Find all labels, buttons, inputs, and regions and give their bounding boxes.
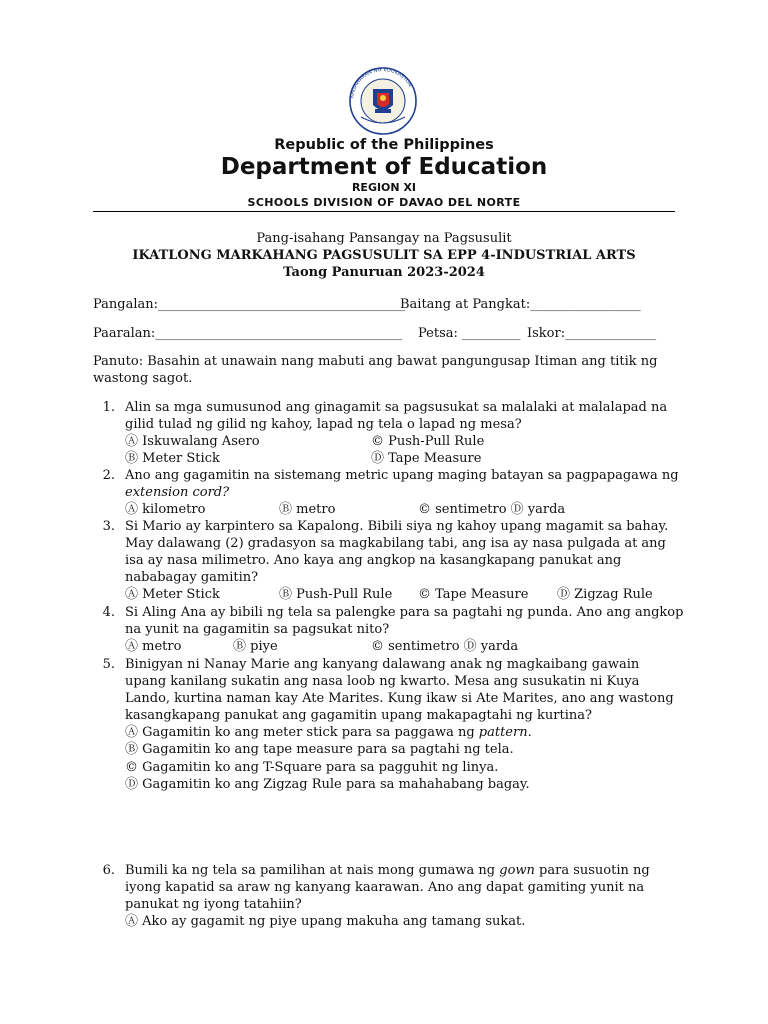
question-text: May dalawang (2) gradasyon sa magkabilang tabi, ang isa ay nasa pulgada at ang <box>125 536 666 551</box>
choice-a[interactable]: Ⓐ Gagamitin ko ang meter stick para sa paggawa ng pattern. <box>125 725 532 740</box>
question-number: 5. <box>102 657 115 672</box>
question-number: 4. <box>102 605 115 620</box>
choice-c-d[interactable]: © sentimetro Ⓓ yarda <box>371 639 519 654</box>
department-heading: Department of Education <box>220 154 548 180</box>
header-divider <box>93 211 675 212</box>
question-text: Si Aling Ana ay bibili ng tela sa palengke para sa pagtahi ng punda. Ano ang angkop <box>125 605 684 620</box>
choice-d[interactable]: Ⓓ Zigzag Rule <box>557 587 653 602</box>
score-field[interactable]: Iskor:______________ <box>527 326 657 341</box>
region-heading: REGION XI <box>351 181 417 194</box>
question-text: gilid tulad ng gilid ng kahoy, lapad ng tela o lapad ng mesa? <box>125 417 522 432</box>
choice-c-d[interactable]: © sentimetro Ⓓ yarda <box>418 502 566 517</box>
choice-a[interactable]: Ⓐ metro <box>125 639 182 654</box>
choice-b[interactable]: Ⓑ metro <box>279 502 336 517</box>
date-field[interactable]: Petsa: _________ <box>418 326 521 341</box>
question-number: 3. <box>102 519 115 534</box>
deped-seal <box>339 67 427 135</box>
question-text: iyong kapatid sa araw ng kanyang kaarawan. Ano ang dapat gamiting yunit na <box>125 880 645 895</box>
question-text: na yunit na gagamitin sa pagsukat nito? <box>125 622 390 637</box>
republic-heading: Republic of the Philippines <box>274 137 494 153</box>
school-year: Taong Panuruan 2023-2024 <box>283 265 485 280</box>
question-text: Ano ang gagamitin na sistemang metric upang maging batayan sa pagpapagawa ng <box>125 468 679 483</box>
school-field[interactable]: Paaralan:______________________________________ <box>93 326 403 341</box>
question-text: nababagay gamitin? <box>125 570 259 585</box>
choice-c[interactable]: © Gagamitin ko ang T-Square para sa pagguhit ng linya. <box>125 760 499 775</box>
question-text: Binigyan ni Nanay Marie ang kanyang dalawang anak ng magkaibang gawain <box>125 657 640 672</box>
exam-type: Pang-isahang Pansangay na Pagsusulit <box>256 231 512 246</box>
choice-b[interactable]: Ⓑ piye <box>233 639 278 654</box>
instructions-line-1: Panuto: Basahin at unawain nang mabuti ang bawat pangungusap Itiman ang titik ng <box>93 354 658 369</box>
grade-section-field[interactable]: Baitang at Pangkat:_________________ <box>400 297 641 312</box>
question-number: 6. <box>102 863 115 878</box>
choice-b[interactable]: Ⓑ Gagamitin ko ang tape measure para sa pagtahi ng tela. <box>125 742 514 757</box>
question-text: Lando, kurtina naman kay Ate Marites. Kung ikaw si Ate Marites, ano ang wastong <box>125 691 674 706</box>
instructions-line-2: wastong sagot. <box>93 371 193 386</box>
choice-c[interactable]: © Push-Pull Rule <box>371 434 485 449</box>
choice-b[interactable]: Ⓑ Meter Stick <box>125 451 220 466</box>
choice-a[interactable]: Ⓐ Ako ay gagamit ng piye upang makuha ang tamang sukat. <box>125 914 526 929</box>
question-text: panukat ng iyong tatahiin? <box>125 897 302 912</box>
question-number: 1. <box>102 400 115 415</box>
choice-a[interactable]: Ⓐ kilometro <box>125 502 206 517</box>
question-text: Bumili ka ng tela sa pamilihan at nais mong gumawa ng gown para susuotin ng <box>125 863 650 878</box>
exam-title: IKATLONG MARKAHANG PAGSUSULIT SA EPP 4-INDUSTRIAL ARTS <box>132 248 636 263</box>
question-text: Si Mario ay karpintero sa Kapalong. Bibili siya ng kahoy upang magamit sa bahay. <box>125 519 669 534</box>
choice-a[interactable]: Ⓐ Meter Stick <box>125 587 220 602</box>
choice-d[interactable]: Ⓓ Gagamitin ko ang Zigzag Rule para sa mahahabang bagay. <box>125 777 530 792</box>
choice-a[interactable]: Ⓐ Iskuwalang Asero <box>125 434 260 449</box>
svg-text:KAGAWARAN NG EDUKASYON: KAGAWARAN NG EDUKASYON <box>349 67 414 99</box>
division-heading: SCHOOLS DIVISION OF DAVAO DEL NORTE <box>247 196 521 209</box>
question-text: extension cord? <box>125 485 230 500</box>
question-number: 2. <box>102 468 115 483</box>
name-field[interactable]: Pangalan:______________________________________ <box>93 297 406 312</box>
choice-b[interactable]: Ⓑ Push-Pull Rule <box>279 587 393 602</box>
question-text: isa ay nasa milimetro. Ano kaya ang angkop na kasangkapang panukat ang <box>125 553 622 568</box>
choice-d[interactable]: Ⓓ Tape Measure <box>371 451 482 466</box>
question-text: Alin sa mga sumusunod ang ginagamit sa pagsusukat sa malalaki at malalapad na <box>125 400 668 415</box>
question-text: kasangkapang panukat ang gagamitin upang makapagtahi ng kurtina? <box>125 708 592 723</box>
choice-c[interactable]: © Tape Measure <box>418 587 529 602</box>
question-text: upang kanilang sukatin ang nasa loob ng kwarto. Mesa ang susukatin ni Kuya <box>125 674 640 689</box>
